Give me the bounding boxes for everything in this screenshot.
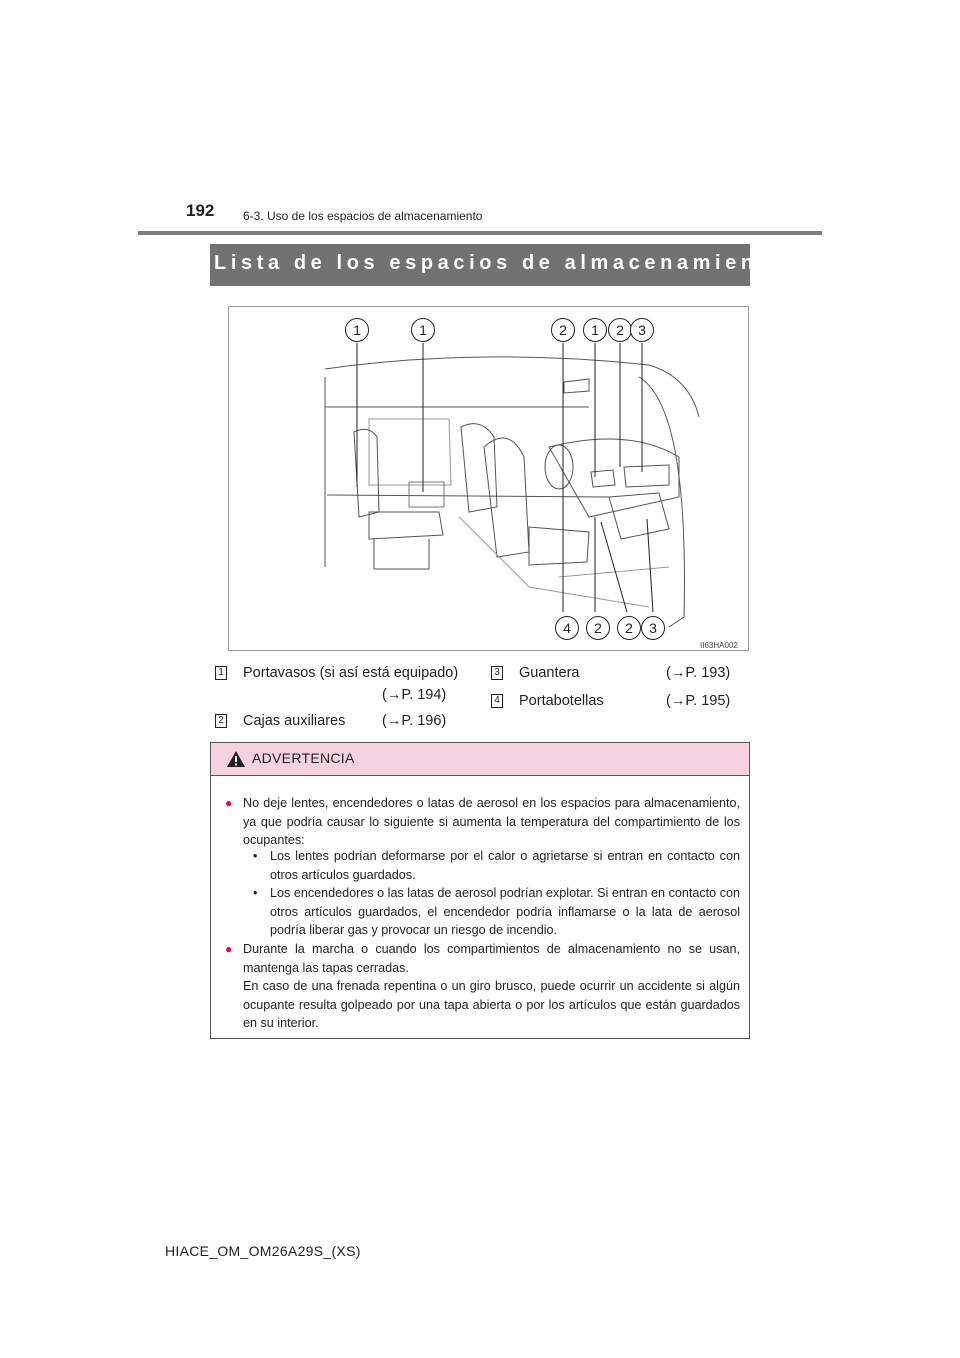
callout-label: 3 <box>630 318 654 342</box>
legend-label: Portabotellas <box>519 693 604 709</box>
warning-sub-2: Los encendedores o las latas de aerosol podrían explotar. Si entran en contacto con otros artículos guardados, el encendedor podría inflamarse o la lata de aerosol podría liberar gas y provocar un riesgo de incendio. <box>270 886 740 938</box>
sub-bullet: • <box>253 849 258 863</box>
legend-ref: (→P. 194) <box>382 687 447 703</box>
page-title: Lista de los espacios de almacenamiento <box>214 252 786 274</box>
callout-label: 1 <box>411 318 435 342</box>
legend-ref: (→P. 196) <box>382 713 447 729</box>
legend-label: Portavasos (si así está equipado) <box>243 665 459 681</box>
warning-bullet-2-line-2: En caso de una frenada repentina o un giro brusco, puede ocurrir un accidente si algún ocupante resulta golpeado por una tapa abierta o por los artículos que están guardados en su interior. <box>243 979 740 1031</box>
warning-triangle-icon <box>226 750 246 768</box>
callout-label: 2 <box>617 616 641 640</box>
legend-number: 1 <box>215 666 227 680</box>
vehicle-interior-illustration <box>228 306 749 651</box>
warning-sub-1: Los lentes podrían deformarse por el calor o agrietarse si entran en contacto con otros artículos guardados. <box>270 849 740 882</box>
warning-bullet-2-line-1: Durante la marcha o cuando los compartimientos de almacenamiento no se usan, mantenga las tapas cerradas. <box>243 942 740 975</box>
legend-number: 3 <box>491 666 503 680</box>
legend-ref: (→P. 193) <box>666 665 731 681</box>
legend-label: Guantera <box>519 665 580 681</box>
callout-label: 3 <box>641 616 665 640</box>
header-rule <box>138 231 822 235</box>
legend-number: 2 <box>215 714 227 728</box>
bullet-dot: ● <box>225 796 233 810</box>
vehicle-interior-drawing <box>229 307 748 650</box>
page-number: 192 <box>186 201 215 220</box>
warning-bullet-1: No deje lentes, encendedores o latas de aerosol en los espacios para almacenamiento, ya que podría causar lo siguiente si aumenta la temperatura del compartimiento de los ocupantes: <box>243 796 740 848</box>
sub-bullet: • <box>253 886 258 900</box>
section-title: 6-3. Uso de los espacios de almacenamiento <box>243 209 483 223</box>
legend-number: 4 <box>491 694 503 708</box>
bullet-dot: ● <box>225 942 233 956</box>
callout-label: 2 <box>586 616 610 640</box>
legend-label: Cajas auxiliares <box>243 713 346 729</box>
figure-code: II63HA002 <box>700 641 738 650</box>
callout-label: 4 <box>555 616 579 640</box>
warning-title: ADVERTENCIA <box>252 750 355 766</box>
callout-label: 2 <box>551 318 575 342</box>
legend-ref: (→P. 195) <box>666 693 731 709</box>
callout-label: 1 <box>345 318 369 342</box>
callout-label: 1 <box>583 318 607 342</box>
callout-label: 2 <box>608 318 632 342</box>
document-code: HIACE_OM_OM26A29S_(XS) <box>165 1243 361 1259</box>
